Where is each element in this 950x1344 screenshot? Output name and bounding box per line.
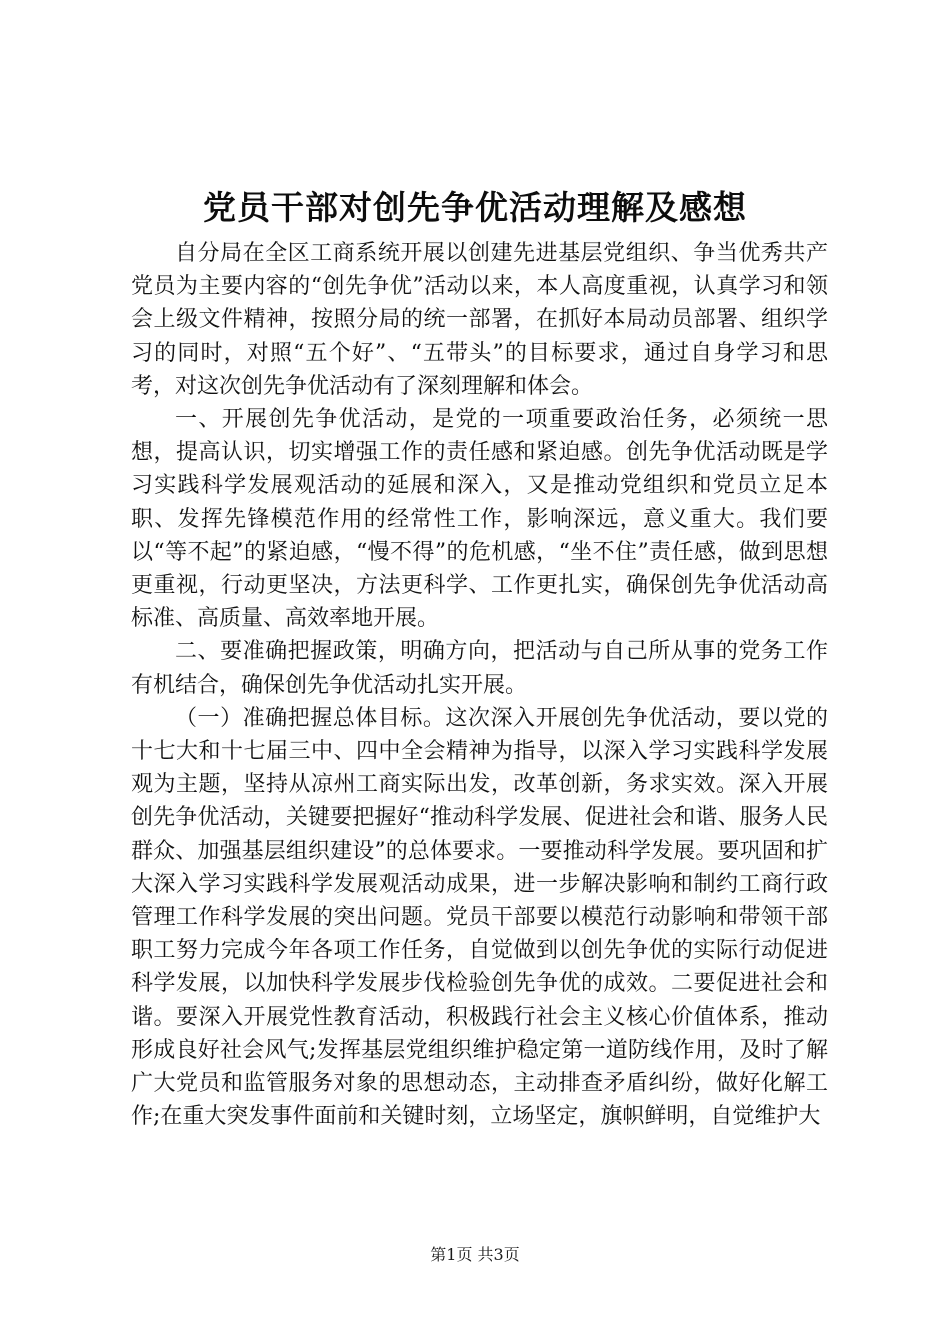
paragraph-subsection-one: （一）准确把握总体目标。这次深入开展创先争优活动，要以党的十七大和十七届三中、四中全会精神为指导，以深入学习实践科学发展观为主题，坚持从凉州工商实际出发，改革创新，务求实效。深入开展创先争优活动，关键要把握好“推动科学发展、促进社会和谐、服务人民群众、加强基层组织建设”的总体要求。一要推动科学发展。要巩固和扩大深入学习实践科学发展观活动成果，进一步解决影响和制约工商行政管理工作科学发展的突出问题。党员干部要以模范行动影响和带领干部职工努力完成今年各项工作任务，自觉做到以创先争优的实际行动促进科学发展，以加快科学发展步伐检验创先争优的成效。二要促进社会和谐。要深入开展党性教育活动，积极践行社会主义核心价值体系，推动形成良好社会风气;发挥基层党组织维护稳定第一道防线作用，及时了解广大党员和监管服务对象的思想动态，主动排查矛盾纠纷，做好化解工作;在重大突发事件面前和关键时刻，立场坚定，旗帜鲜明，自觉维护大 (131, 705, 828, 1130)
document-body (131, 237, 828, 1133)
paragraph-section-one: 一、开展创先争优活动，是党的一项重要政治任务，必须统一思想，提高认识，切实增强工作的责任感和紧迫感。创先争优活动既是学习实践科学发展观活动的延展和深入，又是推动党组织和党员立足本职、发挥先锋模范作用的经常性工作，影响深远，意义重大。我们要以“等不起”的紧迫感，“慢不得”的危机感，“坐不住”责任感，做到思想更重视，行动更坚决，方法更科学、工作更扎实，确保创先争优活动高标准、高质量、高效率地开展。 (131, 407, 828, 632)
paragraph-section-two: 二、要准确把握政策，明确方向，把活动与自己所从事的党务工作有机结合，确保创先争优活动扎实开展。 (131, 639, 828, 698)
paragraph-intro: 自分局在全区工商系统开展以创建先进基层党组织、争当优秀共产党员为主要内容的“创先争优”活动以来，本人高度重视，认真学习和领会上级文件精神，按照分局的统一部署，在抓好本局动员部署、组织学习的同时，对照“五个好”、“五带头”的目标要求，通过自身学习和思考，对这次创先争优活动有了深刻理解和体会。 (131, 241, 828, 399)
page-footer: 第1页 共3页 (430, 1245, 520, 1264)
document-title: 党员干部对创先争优活动理解及感想 (203, 188, 747, 227)
